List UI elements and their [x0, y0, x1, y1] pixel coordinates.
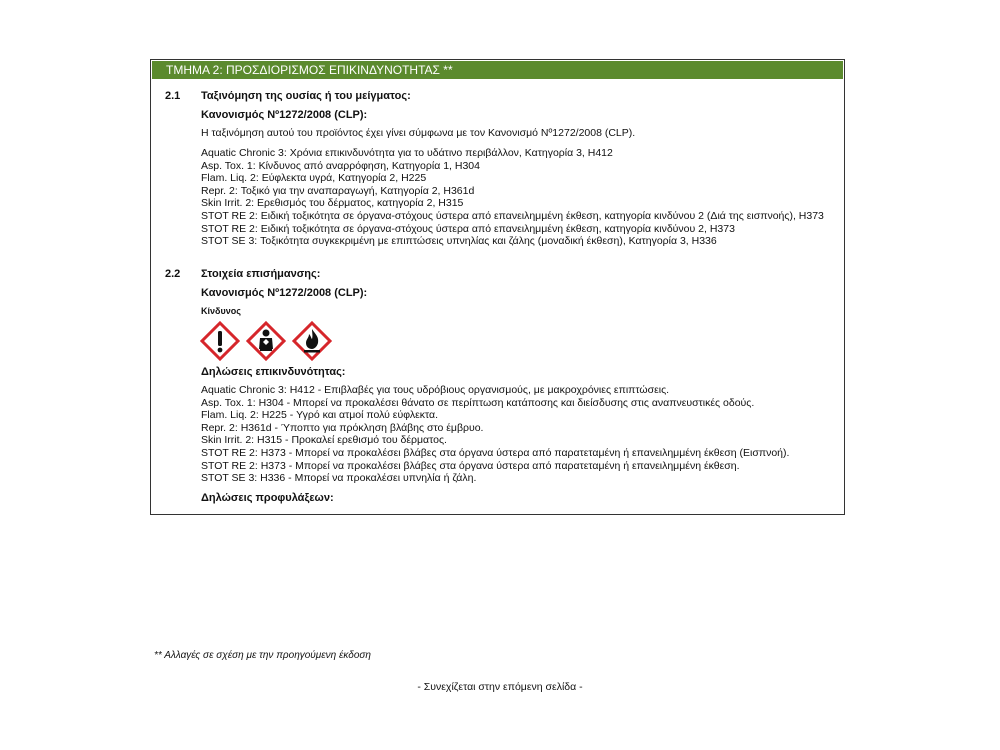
health-hazard-pictogram-icon [246, 321, 286, 361]
flame-pictogram-icon [292, 321, 332, 361]
hazard-statement-item: STOT RE 2: H373 - Μπορεί να προκαλέσει βλάβες στα όργανα ύστερα από παρατεταμένη ή επανειλημμένη έκθεση. [201, 459, 740, 472]
classification-list [201, 147, 824, 248]
exclamation-pictogram-icon [200, 321, 240, 361]
revision-footnote: ** Αλλαγές σε σχέση με την προηγούμενη έκδοση [154, 650, 371, 661]
section-header: ΤΜΗΜΑ 2: ΠΡΟΣΔΙΟΡΙΣΜΟΣ ΕΠΙΚΙΝΔΥΝΟΤΗΤΑΣ ** [152, 61, 843, 79]
classification-intro: Η ταξινόμηση αυτού του προϊόντος έχει γίνει σύμφωνα με τον Κανονισμό Nº1272/2008 (CLP). [201, 127, 636, 139]
regulation-heading-2-2: Κανονισμός Nº1272/2008 (CLP): [201, 287, 368, 299]
hazard-statement-item: STOT RE 2: H373 - Μπορεί να προκαλέσει βλάβες στα όργανα ύστερα από παρατεταμένη ή επανειλημμένη έκθεση (Εισπνοή). [201, 446, 790, 459]
hazard-statement-item: Skin Irrit. 2: H315 - Προκαλεί ερεθισμό του δέρματος. [201, 434, 447, 447]
hazard-statement-item: Repr. 2: H361d - Ύποπτο για πρόκληση βλάβης στο έμβρυο. [201, 421, 484, 434]
classification-item: STOT RE 2: Ειδική τοξικότητα σε όργανα-στόχους ύστερα από επανειλημμένη έκθεση, κατηγορία κινδύνου 2 (Διά της εισπνοής), H373 [201, 209, 824, 222]
precautionary-statements-heading: Δηλώσεις προφυλάξεων: [201, 492, 334, 504]
hazard-statement-item: STOT SE 3: H336 - Μπορεί να προκαλέσει υπνηλία ή ζάλη. [201, 472, 477, 485]
subsection-heading-2-2: Στοιχεία επισήμανσης: [201, 268, 321, 280]
classification-item: Asp. Tox. 1: Κίνδυνος από αναρρόφηση, Κατηγορία 1, H304 [201, 159, 480, 172]
subsection-number-2-2: 2.2 [165, 268, 181, 280]
hazard-statement-item: Aquatic Chronic 3: H412 - Επιβλαβές για τους υδρόβιους οργανισμούς, με μακροχρόνιες επιπτώσεις. [201, 384, 670, 396]
classification-item: Aquatic Chronic 3: Χρόνια επικινδυνότητα για το υδάτινο περιβάλλον, Κατηγορία 3, H412 [201, 147, 613, 159]
signal-word: Κίνδυνος [201, 306, 241, 316]
hazard-statement-list [201, 384, 789, 485]
continued-notice: - Συνεχίζεται στην επόμενη σελίδα - [417, 681, 583, 693]
hazard-statement-item: Asp. Tox. 1: H304 - Μπορεί να προκαλέσει θάνατο σε περίπτωση κατάποσης και διείσδυσης στις αναπνευστικές οδούς. [201, 396, 755, 409]
subsection-heading-2-1: Ταξινόμηση της ουσίας ή του μείγματος: [201, 90, 411, 102]
regulation-heading-2-1: Κανονισμός Nº1272/2008 (CLP): [201, 109, 368, 121]
classification-item: Skin Irrit. 2: Ερεθισμός του δέρματος, κατηγορία 2, H315 [201, 197, 464, 210]
classification-item: Flam. Liq. 2: Εύφλεκτα υγρά, Κατηγορία 2, H225 [201, 172, 427, 185]
subsection-number-2-1: 2.1 [165, 90, 181, 102]
classification-item: STOT SE 3: Τοξικότητα συγκεκριμένη με επιπτώσεις υπνηλίας και ζάλης (μοναδική έκθεση), Κατηγορία 3, H336 [201, 235, 717, 248]
hazard-statement-item: Flam. Liq. 2: H225 - Υγρό και ατμοί πολύ εύφλεκτα. [201, 409, 438, 422]
hazard-statements-heading: Δηλώσεις επικινδυνότητας: [201, 366, 346, 378]
classification-item: STOT RE 2: Ειδική τοξικότητα σε όργανα-στόχους ύστερα από επανειλημμένη έκθεση, κατηγορία κινδύνου 2, H373 [201, 222, 735, 235]
classification-item: Repr. 2: Τοξικό για την αναπαραγωγή, Κατηγορία 2, H361d [201, 184, 475, 197]
